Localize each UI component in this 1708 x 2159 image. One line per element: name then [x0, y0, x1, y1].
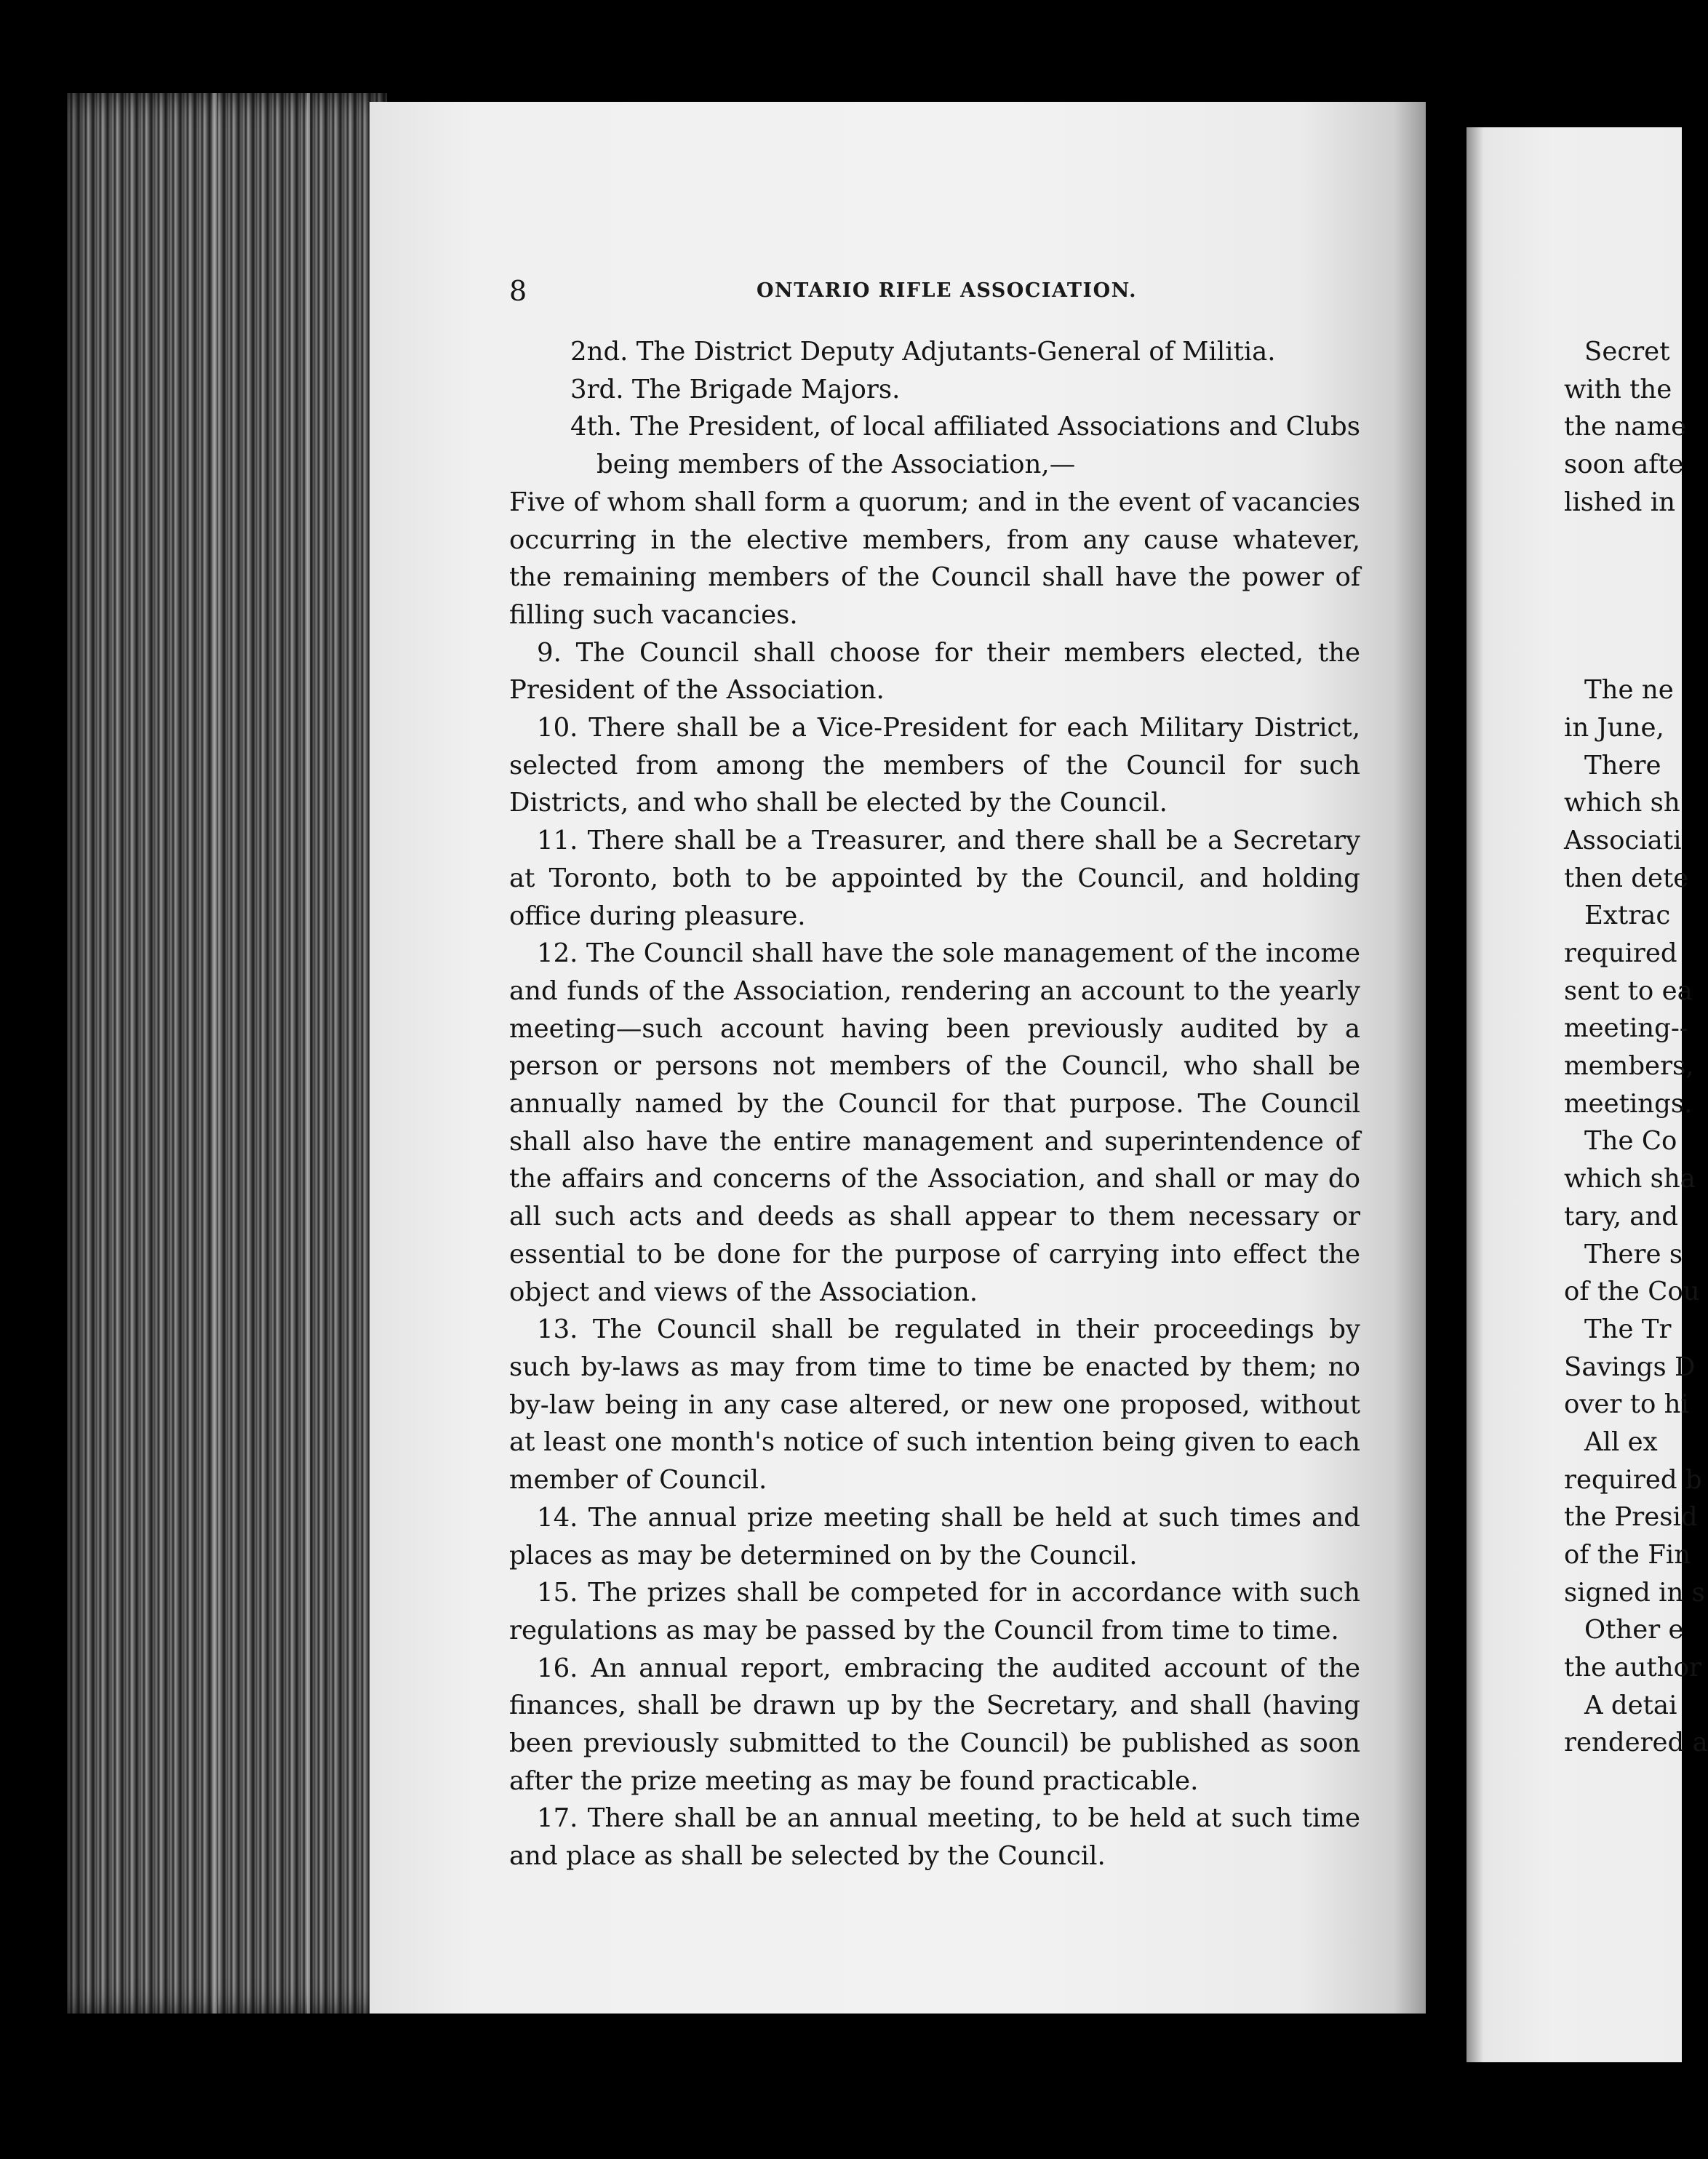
- page-header: [509, 275, 1375, 307]
- section-14: 14. The annual prize meeting shall be held at such times and places as may be determined on by the Council.: [509, 1502, 1360, 1571]
- right-page-line: Other e: [1584, 1615, 1684, 1645]
- right-page-text: [1564, 333, 1708, 1762]
- section-11: 11. There shall be a Treasurer, and there shall be a Secretary at Toronto, both to be appointed by the Council, and holding office during pleasure.: [509, 826, 1360, 931]
- right-page-line: with the: [1564, 374, 1672, 404]
- right-page-line: signed in s: [1564, 1577, 1705, 1608]
- right-page-line: then dete: [1564, 863, 1689, 893]
- right-page-line: A detai: [1584, 1690, 1677, 1720]
- section-9: 9. The Council shall choose for their members elected, the President of the Association.: [509, 637, 1360, 706]
- page-edge-highlight: [212, 93, 217, 2014]
- right-page-line: in June,: [1564, 712, 1664, 743]
- right-page-line: rendered a: [1564, 1728, 1708, 1758]
- running-head: ONTARIO RIFLE ASSOCIATION.: [757, 279, 1138, 302]
- right-page-line: [1564, 596, 1688, 634]
- page-edge-highlight: [307, 93, 310, 2014]
- right-page-line: which sh: [1564, 788, 1680, 818]
- right-page-line: There: [1584, 750, 1661, 781]
- section-13: 13. The Council shall be regulated in their proceedings by such by-laws as may from time to time be enacted by them; no by-law being in any case altered, or new one proposed, without at least one month's notice of such intention being given to each member of Council.: [509, 1314, 1360, 1496]
- right-page-line: over to hi: [1564, 1389, 1689, 1420]
- right-page-line: All ex: [1584, 1426, 1658, 1457]
- right-page-line: Savings D: [1564, 1352, 1696, 1382]
- right-page-line: the Presid: [1564, 1502, 1698, 1533]
- section-15: 15. The prizes shall be competed for in accordance with such regulations as may be passed by the Council from time to time.: [509, 1578, 1360, 1645]
- right-page-line: which sha: [1564, 1164, 1696, 1194]
- quorum-paragraph: Five of whom shall form a quorum; and in the event of vacancies occurring in the elective members, from any cause whatever, the remaining members of the Council shall have the power of filling such vacancies.: [509, 487, 1360, 630]
- list-item-3rd: 3rd. The Brigade Majors.: [570, 374, 901, 404]
- right-page-line: The Co: [1584, 1126, 1677, 1157]
- section-10: 10. There shall be a Vice-President for each Military District, selected from among the members of the Council for such Districts, and who shall be elected by the Council.: [509, 713, 1360, 818]
- page-body: [509, 333, 1360, 1875]
- right-page-line: tary, and: [1564, 1201, 1679, 1232]
- right-page-line: The Tr: [1584, 1314, 1672, 1344]
- page-number: 8: [509, 275, 527, 307]
- right-page-line: required b: [1564, 1464, 1702, 1495]
- right-page-line: meetings.: [1564, 1088, 1693, 1119]
- right-page-line: sent to ea: [1564, 975, 1693, 1006]
- section-12: 12. The Council shall have the sole management of the income and funds of the Association, rendering an account to the yearly meeting—such account having been previously audited by a person or persons not members of the Council, who shall be annually named by the Council for that purpose. The Council shall also have the entire management and superintendence of the affairs and concerns of the Association, and shall or may do all such acts and deeds as shall appear to them necessary or essential to be done for the purpose of carrying into effect the object and views of the Association.: [509, 938, 1360, 1307]
- book-page-edges: [67, 93, 387, 2014]
- right-page-line: lished in: [1564, 487, 1676, 517]
- section-17: 17. There shall be an annual meeting, to be held at such time and place as shall be selected by the Council.: [509, 1803, 1360, 1872]
- right-page-line: of the Cou: [1564, 1277, 1700, 1307]
- right-page-line: There s: [1584, 1239, 1683, 1269]
- right-page-line: the name: [1564, 412, 1687, 442]
- right-page-line: The ne: [1584, 675, 1674, 706]
- right-page-line: Secret: [1584, 337, 1670, 367]
- right-page-line: [1564, 559, 1688, 596]
- right-page-line: of the Fin: [1564, 1540, 1691, 1570]
- right-page-line: meeting--: [1564, 1013, 1688, 1044]
- right-page-line: Associati: [1564, 825, 1682, 855]
- right-page-line: [1564, 521, 1688, 559]
- right-page-line: soon afte: [1564, 450, 1684, 480]
- list-item-2nd: 2nd. The District Deputy Adjutants-General of Militia.: [570, 337, 1276, 367]
- right-page-line: [1564, 634, 1688, 672]
- list-item-4th: 4th. The President, of local affiliated Associations and Clubs being members of the Association,—: [570, 412, 1360, 480]
- section-16: 16. An annual report, embracing the audited account of the finances, shall be drawn up by the Secretary, and shall (having been previously submitted to the Council) be published as soon after the prize meeting as may be found practicable.: [509, 1653, 1360, 1796]
- right-page-line: Extrac: [1584, 901, 1671, 931]
- right-page-line: members,: [1564, 1051, 1694, 1082]
- right-page-line: the author: [1564, 1653, 1701, 1683]
- right-page-line: required: [1564, 938, 1677, 968]
